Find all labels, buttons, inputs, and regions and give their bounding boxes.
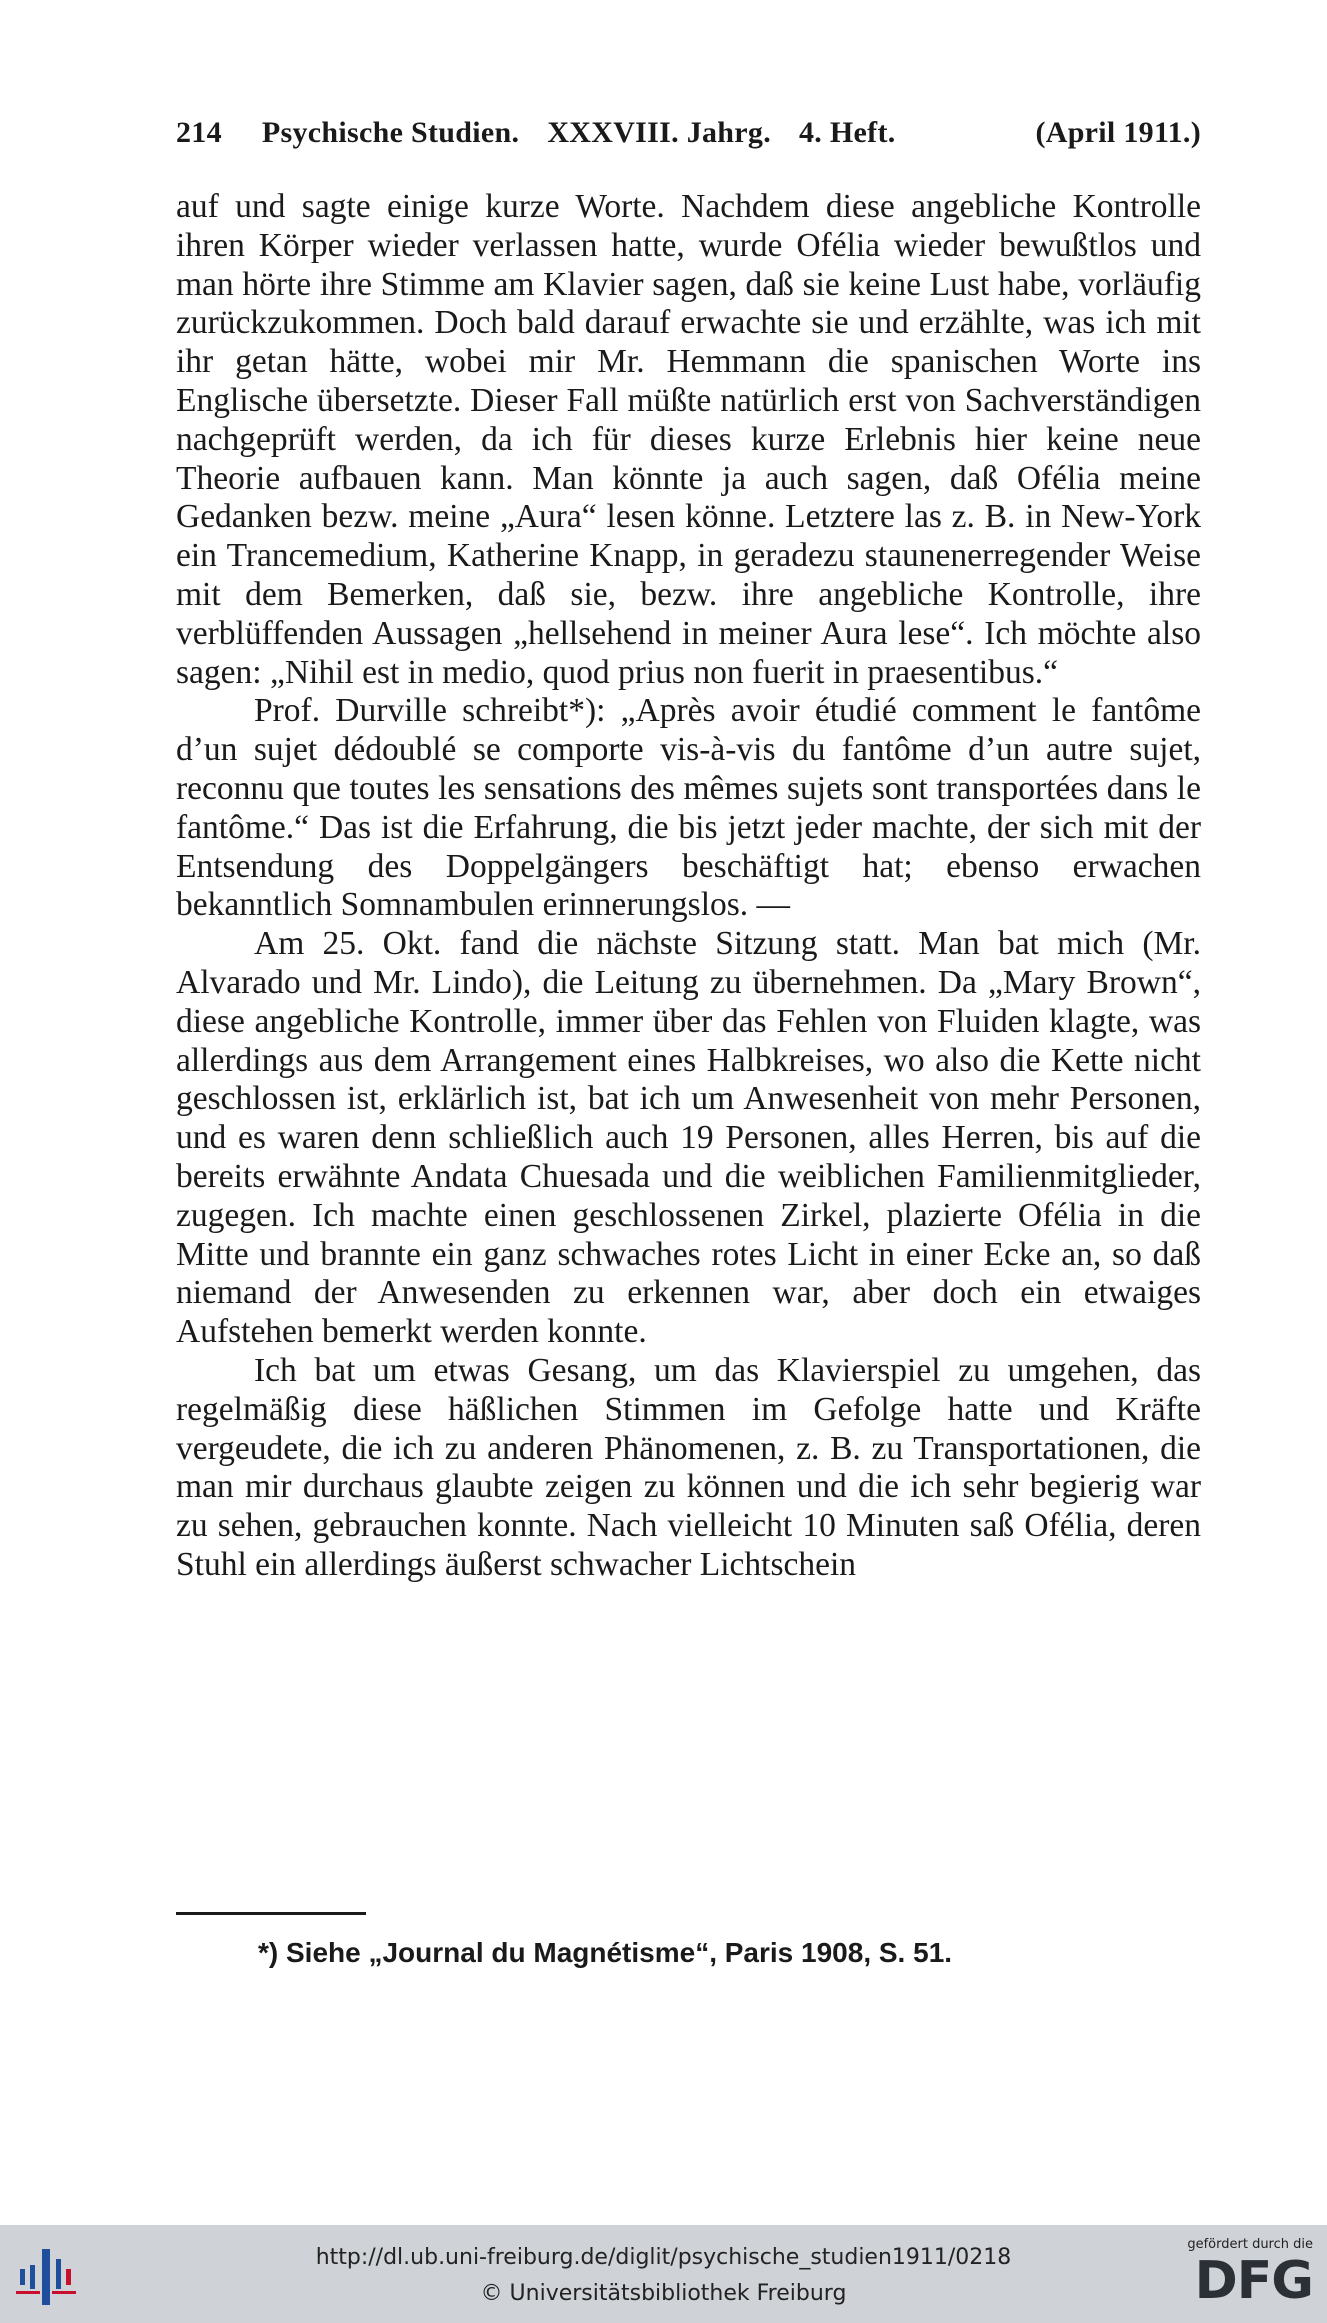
volume-label: XXXVIII. Jahrg.: [547, 116, 771, 149]
copyright-notice: © Universitätsbibliothek Freiburg: [480, 2281, 847, 2306]
paragraph: auf und sagte einige kurze Worte. Nachdem diese angebliche Kontrolle ihren Körper wieder verlassen hatte, wurde Ofélia wieder bewußtlos und man hörte ihre Stimme am Klavier sagen, daß sie keine Lust habe, vorläufig zurückzukommen. Doch bald darauf erwachte sie und erzählte, was ich mit ihr getan hätte, wobei mir Mr. Hemmann die spanischen Worte ins Englische übersetzte. Dieser Fall müßte natürlich erst von Sachverständigen nachgeprüft werden, da ich für dieses kurze Erlebnis hier keine neue Theorie aufbauen kann. Man könnte ja auch sagen, daß Ofélia meine Gedanken bezw. meine „Aura“ lesen könne. Letztere las z. B. in New-York ein Trancemedium, Katherine Knapp, in geradezu staunenerregender Weise mit dem Bemerken, daß sie, bezw. ihre angebliche Kontrolle, ihre verblüffenden Aussagen „hellsehend in meiner Aura lese“. Ich möchte also sagen: „Nihil est in medio, quod prius non fuerit in praesentibus.“: [176, 188, 1201, 691]
journal-title: Psychische Studien.: [261, 116, 520, 149]
footnote: *) Siehe „Journal du Magnétisme“, Paris 1908, S. 51.: [258, 1937, 953, 1968]
footnote-divider: [176, 1912, 366, 1915]
funded-by-label: gefördert durch die: [1187, 2237, 1313, 2252]
body-text: [176, 188, 1201, 1585]
paragraph: Am 25. Okt. fand die nächste Sitzung statt. Man bat mich (Mr. Alvarado und Mr. Lindo), die Leitung zu übernehmen. Da „Mary Brown“, diese angebliche Kontrolle, immer über das Fehlen von Fluiden klagte, was allerdings aus dem Arrangement eines Halbkreises, wo also die Kette nicht geschlossen ist, erklärlich ist, bat ich um Anwesenheit von mehr Personen, und es waren denn schließlich auch 19 Personen, alles Herren, bis auf die bereits erwähnte Andata Chuesada und die weiblichen Familienmitglieder, zugegen. Ich machte einen geschlossenen Zirkel, plazierte Ofélia in die Mitte und brannte ein ganz schwaches rotes Licht in einer Ecke an, so daß niemand der Anwesenden zu erkennen war, aber doch ein etwaiges Aufstehen bemerkt werden konnte.: [176, 925, 1201, 1351]
running-head: [176, 116, 1201, 160]
permalink-url[interactable]: http://dl.ub.uni-freiburg.de/diglit/psychische_studien1911/0218: [315, 2245, 1012, 2270]
page-number: 214: [176, 116, 222, 149]
issue-date: (April 1911.): [1035, 116, 1201, 149]
dfg-logo-text: DFG: [1194, 2251, 1313, 2311]
paragraph: Ich bat um etwas Gesang, um das Klavierspiel zu umgehen, das regelmäßig diese häßlichen Stimmen im Gefolge hatte und Kräfte vergeudete, die ich zu anderen Phänomenen, z. B. zu Transportationen, die man mir durchaus glaubte zeigen zu können und die ich sehr begierig war zu sehen, gebrauchen konnte. Nach vielleicht 10 Minuten saß Ofélia, deren Stuhl ein allerdings äußerst schwacher Lichtschein: [176, 1351, 1201, 1583]
issue-label: 4. Heft.: [799, 116, 896, 149]
paragraph: Prof. Durville schreibt*): „Après avoir étudié comment le fantôme d’un sujet dédoublé se comporte vis-à-vis du fantôme d’un autre sujet, reconnu que toutes les sensations des mêmes sujets sont transportées dans le fantôme.“ Das ist die Erfahrung, die bis jetzt jeder machte, der sich mit der Entsendung des Doppelgängers beschäftigt hat; ebenso erwachen bekanntlich Somnambulen erinnerungslos. —: [176, 692, 1201, 924]
dfg-funding-badge[interactable]: [1165, 2237, 1313, 2317]
viewer-footer: [0, 2225, 1327, 2323]
